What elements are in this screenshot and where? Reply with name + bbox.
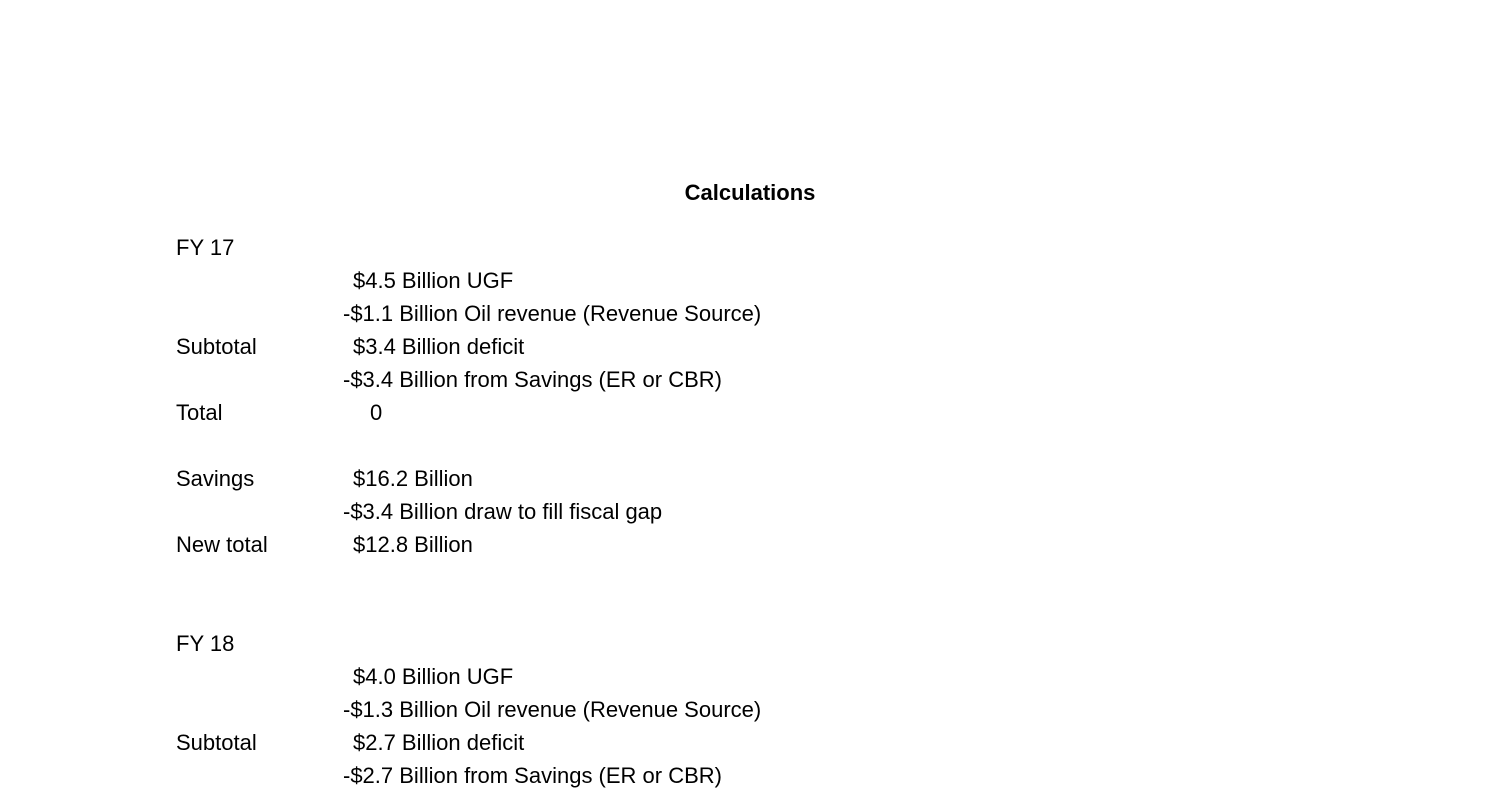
row-value: $12.8 Billion: [353, 532, 473, 557]
row-label: FY 17: [176, 235, 235, 260]
row-value: $4.0 Billion UGF: [353, 664, 514, 689]
row-label: FY 18: [176, 631, 235, 656]
page-title: Calculations: [684, 180, 816, 205]
row-value: -$1.1 Billion Oil revenue (Revenue Source): [343, 301, 762, 326]
row-value: -$1.3 Billion Oil revenue (Revenue Source): [343, 697, 762, 722]
row-label: Savings: [176, 466, 255, 491]
row-label: New total: [176, 532, 268, 557]
row-label: Subtotal: [176, 334, 257, 359]
row-value: $2.7 Billion deficit: [353, 730, 525, 755]
row-value: $16.2 Billion: [353, 466, 473, 491]
row-value: -$2.7 Billion from Savings (ER or CBR): [343, 763, 723, 788]
row-label: Subtotal: [176, 730, 257, 755]
row-value: -$3.4 Billion from Savings (ER or CBR): [343, 367, 723, 392]
row-value: 0: [370, 400, 383, 425]
row-value: $3.4 Billion deficit: [353, 334, 525, 359]
row-value: $4.5 Billion UGF: [353, 268, 514, 293]
row-label: Total: [176, 400, 223, 425]
row-value: -$3.4 Billion draw to fill fiscal gap: [343, 499, 663, 524]
